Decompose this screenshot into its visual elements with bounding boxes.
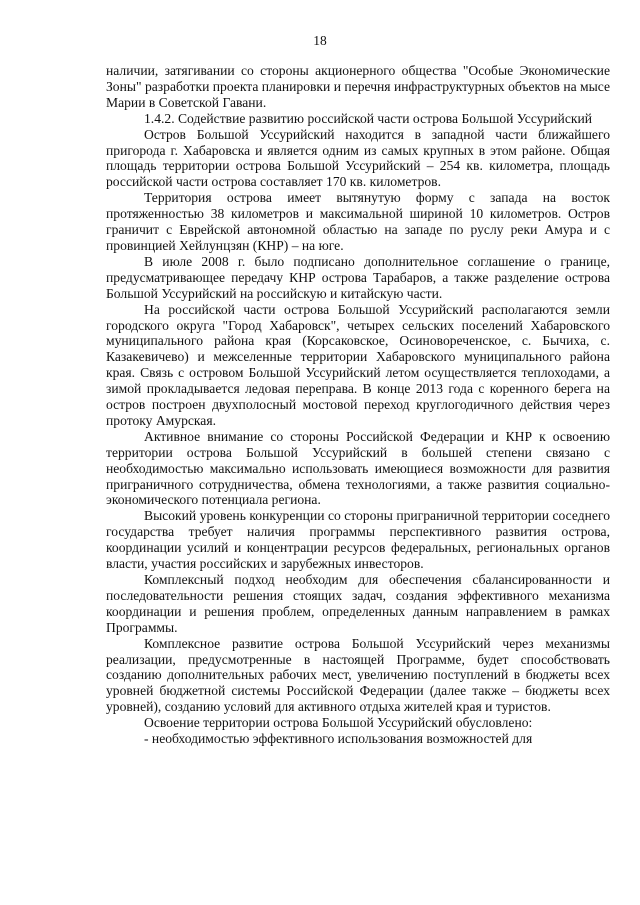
paragraph: Активное внимание со стороны Российской Федерации и КНР к освоению территории острова Большой Уссурийский в большей степени связано с необходимостью максимально использовать имеющиеся возможности для развития приграничного сотрудничества, обмена технологиями, а также развития социально-экономического потенциала региона. xyxy=(106,428,610,508)
document-body xyxy=(106,63,610,747)
section-heading: 1.4.2. Содействие развитию российской части острова Большой Уссурийский xyxy=(144,110,593,126)
page-number: 18 xyxy=(313,33,327,48)
list-item: - необходимостью эффективного использования возможностей для xyxy=(144,731,533,747)
paragraph: Территория острова имеет вытянутую форму с запада на восток протяженностью 38 километров и максимальной шириной 10 километров. Остров граничит с Еврейской автономной областью на западе по руслу реки Амура и с провинцией Хейлунцзян (КНР) – на юге. xyxy=(106,190,610,253)
paragraph: Освоение территории острова Большой Уссурийский обусловлено: xyxy=(144,715,533,731)
paragraph-continuation: наличии, затягивании со стороны акционерного общества "Особые Экономические Зоны" разработки проекта планировки и перечня инфраструктурных объектов на мысе Марии в Советской Гавани. xyxy=(106,63,610,110)
paragraph: Комплексный подход необходим для обеспечения сбалансированности и последовательности решения стоящих задач, создания эффективного механизма координации и решения проблем, определенных данным направлением в рамках Программы. xyxy=(106,572,610,635)
paragraph: На российской части острова Большой Уссурийский располагаются земли городского округа "Город Хабаровск", четырех сельских поселений Хабаровского муниципального района края (Корсаковское, Осиновореченское, с. Бычиха, с. Казакевичево) и межселенные территории Хабаровского муниципального района края. Связь с островом Большой Уссурийский летом осуществляется теплоходами, а зимой прокладывается ледовая переправа. В конце 2013 года с коренного берега на остров построен двухполосный мостовой переход круглогодичного действия через протоку Амурская. xyxy=(106,301,610,428)
paragraph: Высокий уровень конкуренции со стороны приграничной территории соседнего государства требует наличия программы перспективного развития острова, координации усилий и концентрации ресурсов федеральных, региональных органов власти, участия российских и зарубежных инвесторов. xyxy=(106,508,610,572)
paragraph: В июле 2008 г. было подписано дополнительное соглашение о границе, предусматривающее передачу КНР острова Тарабаров, а также разделение острова Большой Уссурийский на российскую и китайскую части. xyxy=(106,253,610,301)
paragraph: Комплексное развитие острова Большой Уссурийский через механизмы реализации, предусмотренные в настоящей Программе, будет способствовать созданию дополнительных рабочих мест, увеличению поступлений в бюджеты всех уровней бюджетной системы Российской Федерации (далее также – бюджеты всех уровней), созданию условий для активного отдыха жителей края и туристов. xyxy=(106,635,610,715)
paragraph: Остров Большой Уссурийский находится в западной части ближайшего пригорода г. Хабаровска и является одним из самых крупных в этом районе. Общая площадь территории острова Большой Уссурийский – 254 кв. километра, площадь российской части острова составляет 170 кв. километров. xyxy=(106,126,610,190)
